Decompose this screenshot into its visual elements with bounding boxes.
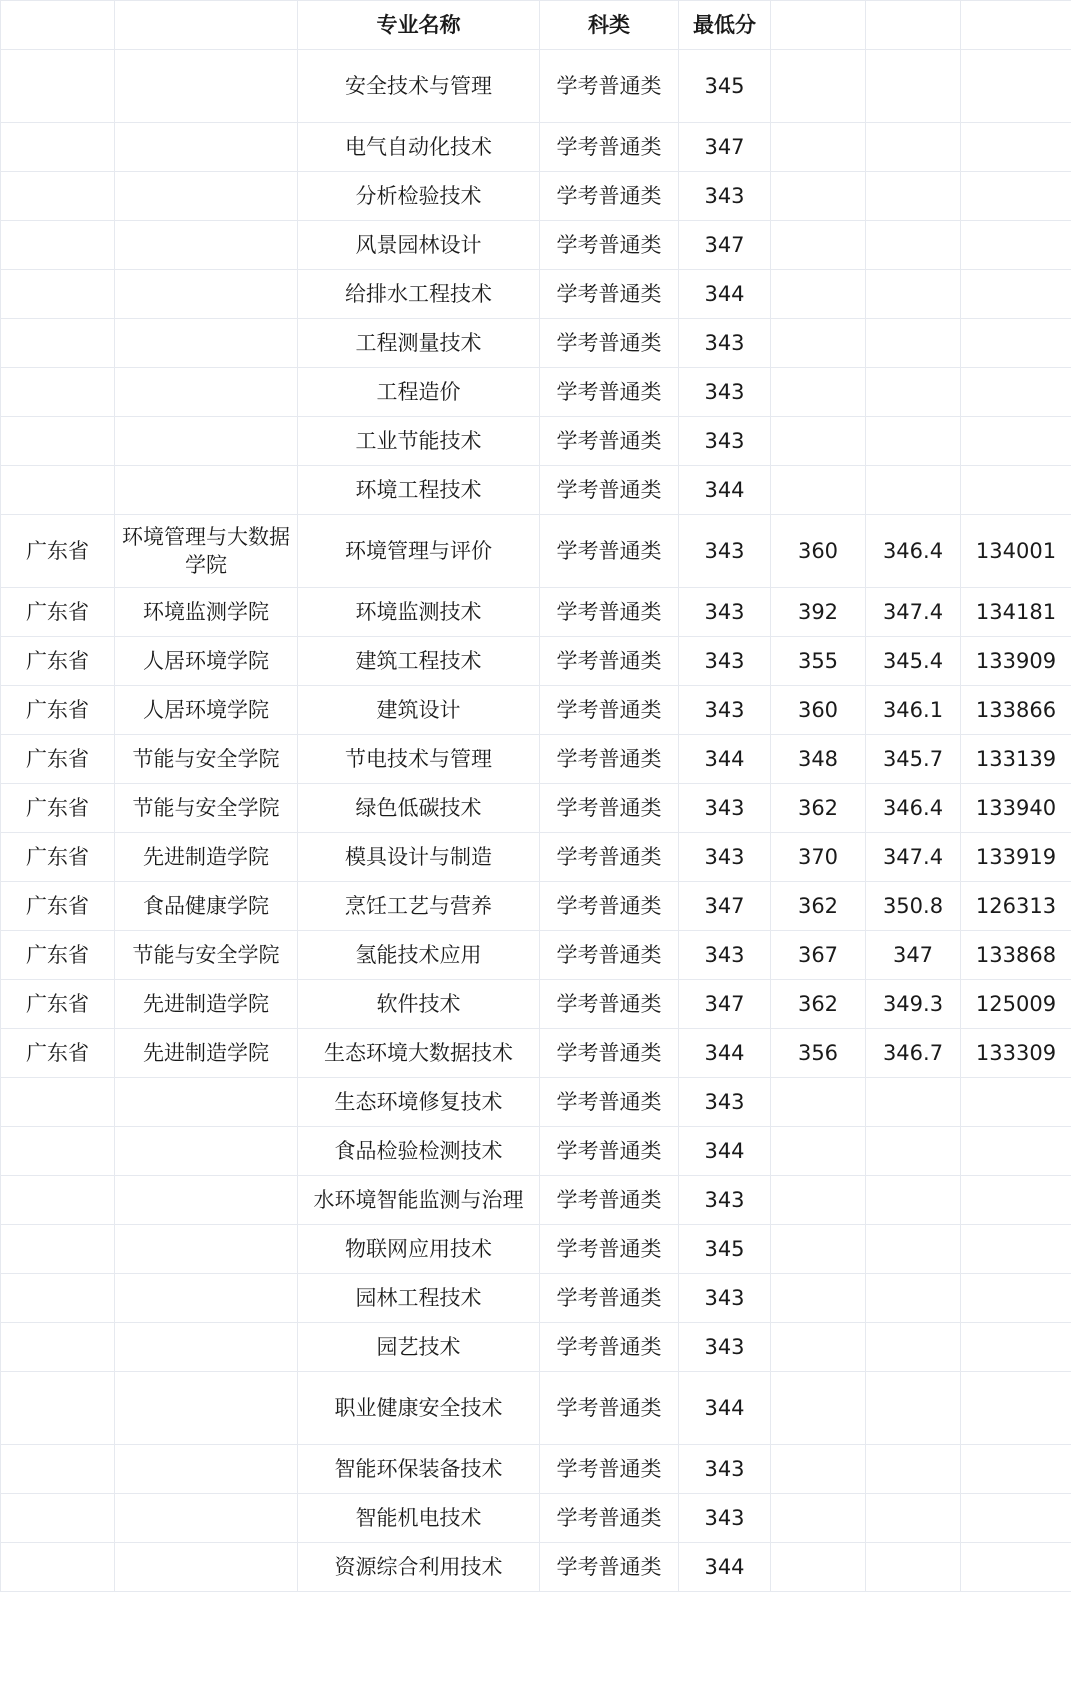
- table-row: [1, 1323, 1071, 1372]
- major-name-cell: 分析检验技术: [298, 172, 540, 221]
- max-score-cell: [771, 466, 866, 515]
- category-cell: 学考普通类: [540, 784, 679, 833]
- category-cell: 学考普通类: [540, 319, 679, 368]
- table-row: [1, 637, 1071, 686]
- avg-score-cell: [866, 466, 961, 515]
- college-cell: [115, 1078, 298, 1127]
- college-cell: [115, 1127, 298, 1176]
- min-score-cell: 344: [679, 1127, 771, 1176]
- avg-score-cell: [866, 1225, 961, 1274]
- min-rank-cell: 133919: [961, 833, 1071, 882]
- major-name-cell: 氢能技术应用: [298, 931, 540, 980]
- major-name-cell: 物联网应用技术: [298, 1225, 540, 1274]
- avg-score-cell: [866, 1494, 961, 1543]
- min-rank-cell: [961, 172, 1071, 221]
- province-cell: 广东省: [1, 588, 115, 637]
- min-rank-cell: [961, 1372, 1071, 1445]
- major-name-cell: 工程造价: [298, 368, 540, 417]
- college-cell: [115, 368, 298, 417]
- category-cell: 学考普通类: [540, 1029, 679, 1078]
- province-cell: 广东省: [1, 980, 115, 1029]
- min-score-cell: 343: [679, 1323, 771, 1372]
- min-rank-cell: 133868: [961, 931, 1071, 980]
- max-score-cell: [771, 417, 866, 466]
- avg-score-cell: [866, 1372, 961, 1445]
- max-score-cell: [771, 50, 866, 123]
- table-row: [1, 417, 1071, 466]
- max-score-cell: 360: [771, 515, 866, 588]
- major-name-cell: 节电技术与管理: [298, 735, 540, 784]
- table-row: [1, 50, 1071, 123]
- table-row: [1, 466, 1071, 515]
- category-cell: 学考普通类: [540, 980, 679, 1029]
- min-rank-cell: [961, 1494, 1071, 1543]
- table-row: [1, 686, 1071, 735]
- avg-score-cell: [866, 368, 961, 417]
- min-score-cell: 343: [679, 515, 771, 588]
- college-cell: [115, 1274, 298, 1323]
- min-score-cell: 344: [679, 466, 771, 515]
- min-score-cell: 343: [679, 588, 771, 637]
- college-cell: 节能与安全学院: [115, 735, 298, 784]
- major-name-cell: 智能环保装备技术: [298, 1445, 540, 1494]
- min-score-cell: 345: [679, 50, 771, 123]
- province-cell: [1, 50, 115, 123]
- min-rank-cell: [961, 1543, 1071, 1592]
- table-row: [1, 1274, 1071, 1323]
- category-cell: 学考普通类: [540, 833, 679, 882]
- min-score-cell: 343: [679, 833, 771, 882]
- category-cell: 学考普通类: [540, 1127, 679, 1176]
- max-score-cell: 370: [771, 833, 866, 882]
- category-cell: 学考普通类: [540, 1543, 679, 1592]
- category-cell: 学考普通类: [540, 417, 679, 466]
- college-cell: 节能与安全学院: [115, 784, 298, 833]
- min-score-cell: 344: [679, 735, 771, 784]
- max-score-cell: 348: [771, 735, 866, 784]
- major-name-cell: 环境工程技术: [298, 466, 540, 515]
- major-name-cell: 风景园林设计: [298, 221, 540, 270]
- category-cell: 学考普通类: [540, 50, 679, 123]
- avg-score-cell: [866, 221, 961, 270]
- avg-score-cell: 350.8: [866, 882, 961, 931]
- min-score-cell: 343: [679, 368, 771, 417]
- min-rank-cell: [961, 1225, 1071, 1274]
- major-name-cell: 绿色低碳技术: [298, 784, 540, 833]
- province-cell: 广东省: [1, 637, 115, 686]
- avg-score-cell: [866, 1127, 961, 1176]
- table-row: [1, 784, 1071, 833]
- max-score-cell: [771, 1127, 866, 1176]
- min-rank-cell: [961, 1323, 1071, 1372]
- min-score-cell: 343: [679, 1176, 771, 1225]
- header-major-name: 专业名称: [298, 1, 540, 50]
- category-cell: 学考普通类: [540, 368, 679, 417]
- avg-score-cell: [866, 172, 961, 221]
- table-row: [1, 1543, 1071, 1592]
- college-cell: [115, 1372, 298, 1445]
- avg-score-cell: 347.4: [866, 588, 961, 637]
- table-row: [1, 980, 1071, 1029]
- category-cell: 学考普通类: [540, 931, 679, 980]
- category-cell: 学考普通类: [540, 172, 679, 221]
- avg-score-cell: 346.7: [866, 1029, 961, 1078]
- category-cell: 学考普通类: [540, 1078, 679, 1127]
- province-cell: 广东省: [1, 784, 115, 833]
- max-score-cell: [771, 1494, 866, 1543]
- table-row: [1, 1372, 1071, 1445]
- major-name-cell: 水环境智能监测与治理: [298, 1176, 540, 1225]
- province-cell: 广东省: [1, 1029, 115, 1078]
- province-cell: [1, 123, 115, 172]
- college-cell: [115, 1225, 298, 1274]
- province-cell: [1, 1225, 115, 1274]
- province-cell: [1, 1176, 115, 1225]
- max-score-cell: [771, 1372, 866, 1445]
- min-score-cell: 343: [679, 319, 771, 368]
- category-cell: 学考普通类: [540, 1372, 679, 1445]
- min-rank-cell: [961, 1274, 1071, 1323]
- min-score-cell: 347: [679, 882, 771, 931]
- max-score-cell: [771, 123, 866, 172]
- table-row: [1, 123, 1071, 172]
- table-row: [1, 270, 1071, 319]
- header-province: [1, 1, 115, 50]
- category-cell: 学考普通类: [540, 735, 679, 784]
- college-cell: [115, 50, 298, 123]
- max-score-cell: 360: [771, 686, 866, 735]
- min-score-cell: 343: [679, 1078, 771, 1127]
- avg-score-cell: [866, 417, 961, 466]
- max-score-cell: [771, 1176, 866, 1225]
- header-category: 科类: [540, 1, 679, 50]
- province-cell: [1, 221, 115, 270]
- avg-score-cell: 345.4: [866, 637, 961, 686]
- major-name-cell: 园林工程技术: [298, 1274, 540, 1323]
- max-score-cell: 392: [771, 588, 866, 637]
- min-score-cell: 343: [679, 931, 771, 980]
- min-rank-cell: [961, 270, 1071, 319]
- min-rank-cell: 134001: [961, 515, 1071, 588]
- max-score-cell: 362: [771, 784, 866, 833]
- major-name-cell: 给排水工程技术: [298, 270, 540, 319]
- avg-score-cell: 346.1: [866, 686, 961, 735]
- min-score-cell: 347: [679, 123, 771, 172]
- category-cell: 学考普通类: [540, 686, 679, 735]
- avg-score-cell: [866, 1323, 961, 1372]
- province-cell: [1, 1543, 115, 1592]
- min-rank-cell: [961, 319, 1071, 368]
- min-score-cell: 347: [679, 980, 771, 1029]
- college-cell: [115, 1445, 298, 1494]
- province-cell: [1, 466, 115, 515]
- max-score-cell: 362: [771, 882, 866, 931]
- header-min-rank: [961, 1, 1071, 50]
- min-score-cell: 343: [679, 172, 771, 221]
- table-row: [1, 833, 1071, 882]
- college-cell: 节能与安全学院: [115, 931, 298, 980]
- category-cell: 学考普通类: [540, 882, 679, 931]
- table-row: [1, 319, 1071, 368]
- province-cell: 广东省: [1, 833, 115, 882]
- category-cell: 学考普通类: [540, 466, 679, 515]
- college-cell: [115, 172, 298, 221]
- avg-score-cell: [866, 1078, 961, 1127]
- max-score-cell: 367: [771, 931, 866, 980]
- major-name-cell: 生态环境大数据技术: [298, 1029, 540, 1078]
- major-name-cell: 食品检验检测技术: [298, 1127, 540, 1176]
- min-rank-cell: [961, 221, 1071, 270]
- table-row: [1, 221, 1071, 270]
- avg-score-cell: [866, 319, 961, 368]
- province-cell: [1, 1323, 115, 1372]
- header-avg-score: [866, 1, 961, 50]
- major-name-cell: 安全技术与管理: [298, 50, 540, 123]
- major-name-cell: 职业健康安全技术: [298, 1372, 540, 1445]
- major-name-cell: 环境管理与评价: [298, 515, 540, 588]
- college-cell: 环境监测学院: [115, 588, 298, 637]
- major-name-cell: 工程测量技术: [298, 319, 540, 368]
- college-cell: [115, 417, 298, 466]
- major-name-cell: 资源综合利用技术: [298, 1543, 540, 1592]
- college-cell: 先进制造学院: [115, 833, 298, 882]
- max-score-cell: [771, 172, 866, 221]
- avg-score-cell: 347.4: [866, 833, 961, 882]
- college-cell: 先进制造学院: [115, 980, 298, 1029]
- major-name-cell: 园艺技术: [298, 1323, 540, 1372]
- min-rank-cell: 133866: [961, 686, 1071, 735]
- table-row: [1, 931, 1071, 980]
- category-cell: 学考普通类: [540, 123, 679, 172]
- min-score-cell: 343: [679, 1445, 771, 1494]
- header-college: [115, 1, 298, 50]
- college-cell: 食品健康学院: [115, 882, 298, 931]
- table-row: [1, 735, 1071, 784]
- min-rank-cell: 125009: [961, 980, 1071, 1029]
- college-cell: [115, 221, 298, 270]
- province-cell: [1, 270, 115, 319]
- avg-score-cell: 346.4: [866, 515, 961, 588]
- province-cell: [1, 417, 115, 466]
- min-rank-cell: [961, 1445, 1071, 1494]
- min-score-cell: 347: [679, 221, 771, 270]
- avg-score-cell: 345.7: [866, 735, 961, 784]
- header-min-score: 最低分: [679, 1, 771, 50]
- min-rank-cell: [961, 50, 1071, 123]
- min-rank-cell: 133909: [961, 637, 1071, 686]
- table-body: [1, 50, 1071, 1592]
- min-rank-cell: 134181: [961, 588, 1071, 637]
- min-rank-cell: [961, 1078, 1071, 1127]
- college-cell: [115, 1543, 298, 1592]
- min-score-cell: 343: [679, 1494, 771, 1543]
- min-score-cell: 343: [679, 784, 771, 833]
- table-row: [1, 882, 1071, 931]
- avg-score-cell: 347: [866, 931, 961, 980]
- min-score-cell: 343: [679, 637, 771, 686]
- max-score-cell: [771, 319, 866, 368]
- max-score-cell: [771, 221, 866, 270]
- province-cell: [1, 1372, 115, 1445]
- category-cell: 学考普通类: [540, 588, 679, 637]
- avg-score-cell: [866, 1176, 961, 1225]
- province-cell: [1, 1445, 115, 1494]
- max-score-cell: [771, 368, 866, 417]
- max-score-cell: [771, 1445, 866, 1494]
- table-row: [1, 172, 1071, 221]
- category-cell: 学考普通类: [540, 1494, 679, 1543]
- avg-score-cell: 346.4: [866, 784, 961, 833]
- province-cell: [1, 368, 115, 417]
- min-rank-cell: 133139: [961, 735, 1071, 784]
- province-cell: [1, 1494, 115, 1543]
- max-score-cell: 356: [771, 1029, 866, 1078]
- college-cell: [115, 270, 298, 319]
- min-score-cell: 344: [679, 1543, 771, 1592]
- table-row: [1, 1494, 1071, 1543]
- avg-score-cell: [866, 1274, 961, 1323]
- header-max-score: [771, 1, 866, 50]
- category-cell: 学考普通类: [540, 1445, 679, 1494]
- avg-score-cell: [866, 1445, 961, 1494]
- province-cell: [1, 319, 115, 368]
- college-cell: 先进制造学院: [115, 1029, 298, 1078]
- college-cell: [115, 1176, 298, 1225]
- max-score-cell: [771, 1543, 866, 1592]
- min-score-cell: 343: [679, 686, 771, 735]
- table-row: [1, 1078, 1071, 1127]
- province-cell: 广东省: [1, 515, 115, 588]
- table-row: [1, 1445, 1071, 1494]
- major-name-cell: 电气自动化技术: [298, 123, 540, 172]
- college-cell: 人居环境学院: [115, 686, 298, 735]
- min-score-cell: 344: [679, 270, 771, 319]
- major-name-cell: 智能机电技术: [298, 1494, 540, 1543]
- avg-score-cell: [866, 50, 961, 123]
- max-score-cell: 355: [771, 637, 866, 686]
- category-cell: 学考普通类: [540, 637, 679, 686]
- province-cell: [1, 1274, 115, 1323]
- major-name-cell: 建筑设计: [298, 686, 540, 735]
- max-score-cell: [771, 1078, 866, 1127]
- max-score-cell: 362: [771, 980, 866, 1029]
- province-cell: 广东省: [1, 686, 115, 735]
- min-rank-cell: [961, 368, 1071, 417]
- min-rank-cell: 133309: [961, 1029, 1071, 1078]
- college-cell: [115, 466, 298, 515]
- province-cell: [1, 1127, 115, 1176]
- min-rank-cell: 133940: [961, 784, 1071, 833]
- min-score-cell: 345: [679, 1225, 771, 1274]
- province-cell: 广东省: [1, 931, 115, 980]
- min-score-cell: 343: [679, 417, 771, 466]
- table-row: [1, 368, 1071, 417]
- major-name-cell: 建筑工程技术: [298, 637, 540, 686]
- province-cell: 广东省: [1, 882, 115, 931]
- min-rank-cell: [961, 1176, 1071, 1225]
- college-cell: [115, 319, 298, 368]
- avg-score-cell: [866, 270, 961, 319]
- min-score-cell: 344: [679, 1372, 771, 1445]
- min-rank-cell: [961, 1127, 1071, 1176]
- max-score-cell: [771, 1323, 866, 1372]
- college-cell: [115, 123, 298, 172]
- major-name-cell: 模具设计与制造: [298, 833, 540, 882]
- category-cell: 学考普通类: [540, 1176, 679, 1225]
- major-name-cell: 环境监测技术: [298, 588, 540, 637]
- table-row: [1, 1176, 1071, 1225]
- min-rank-cell: [961, 466, 1071, 515]
- college-cell: [115, 1323, 298, 1372]
- avg-score-cell: [866, 123, 961, 172]
- major-name-cell: 生态环境修复技术: [298, 1078, 540, 1127]
- province-cell: [1, 172, 115, 221]
- max-score-cell: [771, 270, 866, 319]
- category-cell: 学考普通类: [540, 1323, 679, 1372]
- table-row: [1, 1127, 1071, 1176]
- avg-score-cell: [866, 1543, 961, 1592]
- min-score-cell: 344: [679, 1029, 771, 1078]
- table-row: [1, 1225, 1071, 1274]
- category-cell: 学考普通类: [540, 1225, 679, 1274]
- table-row: [1, 588, 1071, 637]
- avg-score-cell: 349.3: [866, 980, 961, 1029]
- table-row: [1, 1029, 1071, 1078]
- max-score-cell: [771, 1225, 866, 1274]
- college-cell: 人居环境学院: [115, 637, 298, 686]
- category-cell: 学考普通类: [540, 1274, 679, 1323]
- min-rank-cell: 126313: [961, 882, 1071, 931]
- major-name-cell: 工业节能技术: [298, 417, 540, 466]
- header-row: [1, 1, 1071, 50]
- college-cell: [115, 1494, 298, 1543]
- college-cell: 环境管理与大数据学院: [115, 515, 298, 588]
- table-row: [1, 515, 1071, 588]
- major-name-cell: 烹饪工艺与营养: [298, 882, 540, 931]
- category-cell: 学考普通类: [540, 515, 679, 588]
- min-score-cell: 343: [679, 1274, 771, 1323]
- max-score-cell: [771, 1274, 866, 1323]
- category-cell: 学考普通类: [540, 270, 679, 319]
- province-cell: 广东省: [1, 735, 115, 784]
- category-cell: 学考普通类: [540, 221, 679, 270]
- province-cell: [1, 1078, 115, 1127]
- min-rank-cell: [961, 123, 1071, 172]
- major-name-cell: 软件技术: [298, 980, 540, 1029]
- min-rank-cell: [961, 417, 1071, 466]
